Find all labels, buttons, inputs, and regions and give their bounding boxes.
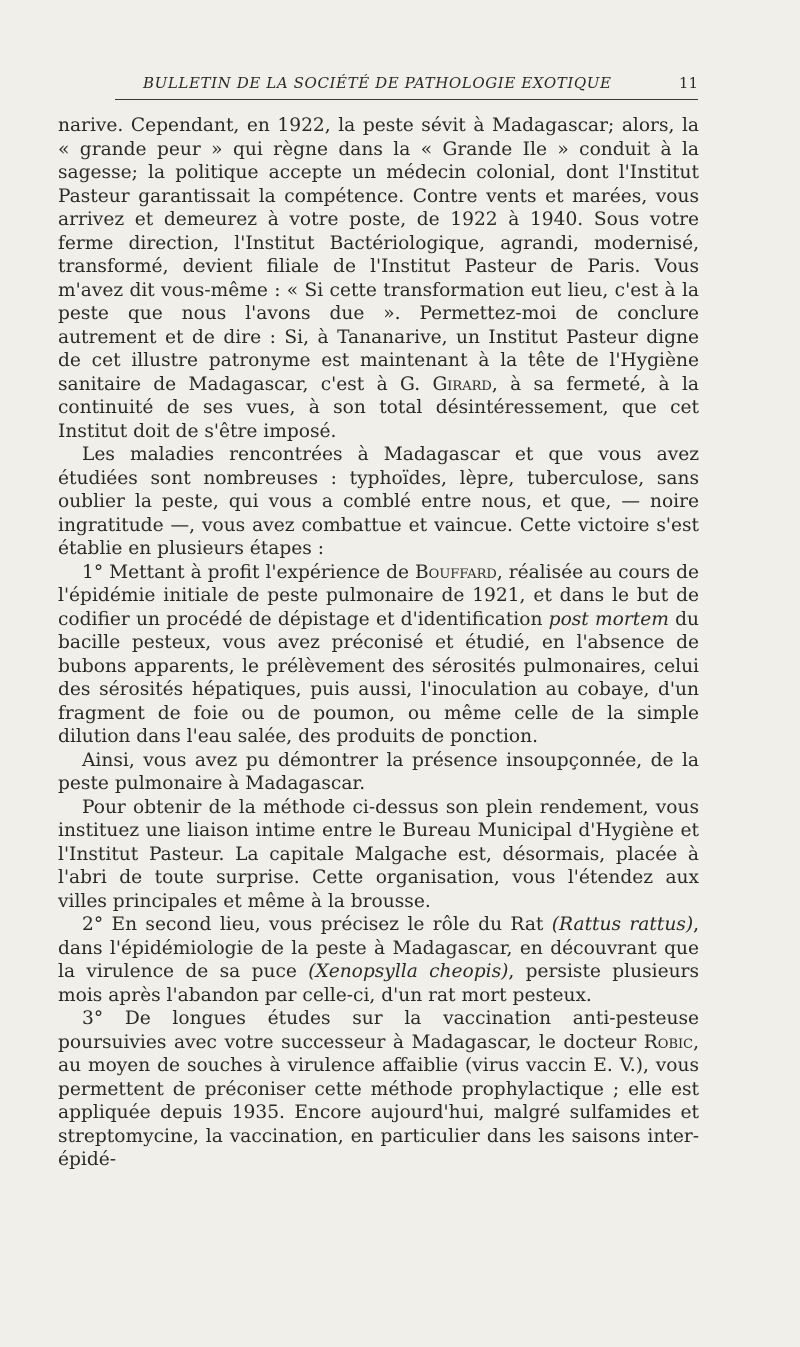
- italic-xenopsylla: (Xenopsylla cheopis): [308, 961, 509, 982]
- paragraph-4: Ainsi, vous avez pu démontrer la présence insoupçonnée, de la peste pulmonaire à Madagascar.: [58, 749, 699, 794]
- paragraph-3-text-a: 1° Mettant à profit l'expérience de: [82, 561, 416, 583]
- paragraph-6: [58, 913, 699, 1007]
- person-name-robic: Robic: [643, 1031, 694, 1053]
- paragraph-7-text-b: , au moyen de souches à virulence affaiblie (virus vaccin E. V.), vous permettent de préconiser cette méthode prophylactique ; elle est appliquée depuis 1935. Encore aujourd'hui, malgré sulfamides et streptomycine, la vaccination, en particulier dans les saisons inter-épidé-: [58, 1031, 699, 1170]
- paragraph-5: Pour obtenir de la méthode ci-dessus son plein rendement, vous instituez une liaison intime entre le Bureau Municipal d'Hygiène et l'Institut Pasteur. La capitale Malgache est, désormais, placée à l'abri de toute surprise. Cette organisation, vous l'étendez aux villes principales et même à la brousse.: [58, 796, 699, 912]
- page-number: 11: [678, 74, 698, 92]
- paragraph-1: [58, 114, 699, 443]
- person-name-girard: Girard: [432, 373, 492, 395]
- italic-rattus: (Rattus rattus): [551, 914, 694, 935]
- person-name-bouffard: Bouffard: [415, 561, 497, 583]
- paragraph-3-text-c: du bacille pesteux, vous avez préconisé et étudié, en l'absence de bubons apparents, le prélèvement des sérosités pulmonaires, celui des sérosités hépatiques, puis aussi, l'inoculation au cobaye, d'un fragment de foie ou de poumon, ou même celle de la simple dilution dans l'eau salée, des produits de ponction.: [58, 608, 699, 747]
- paragraph-6-text-a: 2° En second lieu, vous précisez le rôle du Rat: [82, 914, 552, 935]
- running-title: BULLETIN DE LA SOCIÉTÉ DE PATHOLOGIE EXOTIQUE: [143, 74, 612, 92]
- paragraph-2: Les maladies rencontrées à Madagascar et que vous avez étudiées sont nombreuses : typhoïdes, lèpre, tuberculose, sans oublier la peste, qui vous a comblé entre nous, et que, — noire ingratitude —, vous avez combattue et vaincue. Cette victoire s'est établie en plusieurs étapes :: [58, 444, 699, 559]
- paragraph-7-text-a: 3° De longues études sur la vaccination anti-pesteuse poursuivies avec votre successeur à Madagascar, le docteur: [58, 1008, 699, 1053]
- page-header: [115, 68, 698, 100]
- paragraph-1-text-a: narive. Cependant, en 1922, la peste sévit à Madagascar; alors, la « grande peur » qui règne dans la « Grande Ile » conduit à la sagesse; la politique accepte un médecin colonial, dont l'Institut Pasteur garantissait la compétence. Contre vents et marées, vous arrivez et demeurez à votre poste, de 1922 à 1940. Sous votre ferme direction, l'Institut Bactériologique, agrandi, modernisé, transformé, devient filiale de l'Institut Pasteur de Paris. Vous m'avez dit vous-même : « Si cette transformation eut lieu, c'est à la peste que nous l'avons due ». Permettez-moi de conclure autrement et de dire : Si, à Tananarive, un Institut Pasteur digne de cet illustre patronyme est maintenant à la tête de l'Hygiène sanitaire de Madagascar, c'est à G.: [58, 115, 699, 395]
- italic-post-mortem: post mortem: [548, 608, 669, 630]
- body-text: [58, 114, 699, 1172]
- paragraph-3-text-b: , réalisée au cours de l'épidémie initiale de peste pulmonaire de 1921, et dans le but de codifier un procédé de dépistage et d'identification: [58, 561, 700, 630]
- paragraph-6-text-b: , dans l'épidémiologie de la peste à Madagascar, en découvrant que la virulence de sa puce: [58, 914, 700, 982]
- paragraph-1-text-b: , à sa fermeté, à la continuité de ses vues, à son total désintéressement, que cet Institut doit de s'être imposé.: [58, 373, 699, 442]
- paragraph-3: [58, 561, 699, 749]
- paragraph-7: [58, 1007, 699, 1172]
- paragraph-6-text-c: , persiste plusieurs mois après l'abandon par celle-ci, d'un rat mort pesteux.: [58, 961, 699, 1006]
- header-rule: [115, 99, 698, 100]
